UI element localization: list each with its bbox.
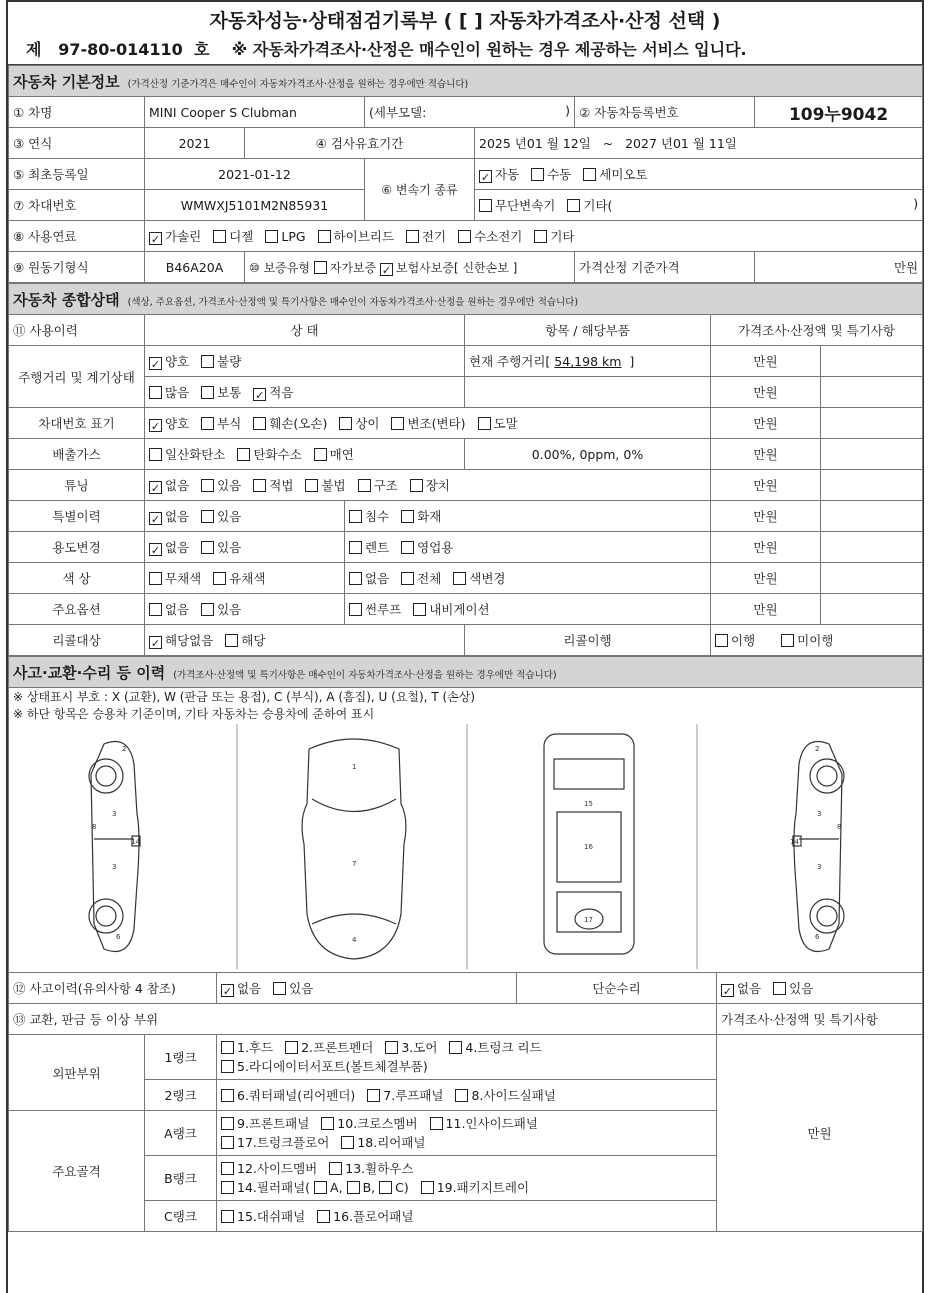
transmission-options [475,159,923,190]
part-inside-panel-checkbox[interactable]: 11.인사이드패널 [430,1116,538,1131]
recall-yes-checkbox[interactable]: 해당 [225,633,265,648]
emission-hc-checkbox[interactable]: 탄화수소 [237,447,301,462]
inspection-record-page [6,0,924,1293]
warranty-options: ⑩ 보증유형 자가보증 ✓ 보험사보증[ 신한손보 ] [245,252,575,283]
svg-text:15: 15 [584,800,593,808]
part-package-tray-checkbox[interactable]: 19.패키지트레이 [421,1180,529,1195]
fuel-diesel-checkbox[interactable]: 디젤 [213,229,253,244]
recall-none-checkbox[interactable]: ✓ 해당없음 [150,633,214,650]
tuning-structure-checkbox[interactable]: 구조 [358,478,398,493]
document-number: 97-80-014110 [58,40,183,59]
car-model: MINI Cooper S Clubman [145,97,365,128]
part-trunk-floor-checkbox[interactable]: 17.트렁크플로어 [221,1135,329,1150]
trans-cvt-checkbox[interactable]: 무단변속기 [479,198,555,213]
options-none-checkbox[interactable]: 없음 [149,602,189,617]
part-trunk-lid-checkbox[interactable]: 4.트렁크 리드 [449,1040,541,1055]
options-navigation-checkbox[interactable]: 내비게이션 [413,602,489,617]
recall-notdone-checkbox[interactable]: 미이행 [781,633,833,648]
mileage-bad-checkbox[interactable]: 불량 [201,354,241,369]
car-diagram-svg [9,724,923,969]
mileage-low-checkbox[interactable]: ✓ 적음 [255,385,294,402]
recall-done-checkbox[interactable]: 이행 [715,633,755,648]
trans-other-checkbox[interactable]: 기타( [567,198,612,213]
label-plate: ② 자동차등록번호 [575,97,755,128]
part-side-sill-checkbox[interactable]: 8.사이드실패널 [455,1088,555,1103]
accident-header: 사고·교환·수리 등 이력 (가격조사·산정액 및 특기사항은 매수인이 자동차가격조사·산정을 원하는 경우에만 적습니다) [9,657,923,688]
repair-none-checkbox[interactable]: ✓ 없음 [722,981,762,998]
svg-text:3: 3 [112,810,117,818]
vin-painted-checkbox[interactable]: 도말 [478,416,518,431]
vin-good-checkbox[interactable]: ✓ 양호 [150,416,190,433]
options-sunroof-checkbox[interactable]: 썬루프 [349,602,401,617]
svg-text:1: 1 [352,763,357,771]
part-quarter-panel-checkbox[interactable]: 6.쿼터패널(리어펜더) [221,1088,355,1103]
tuning-yes-checkbox[interactable]: 있음 [201,478,241,493]
document-number-line: 제 97-80-014110 호 ※ 자동차가격조사·산정은 매수인이 원하는 경우 제공하는 서비스 입니다. [8,36,922,65]
fuel-electric-checkbox[interactable]: 전기 [406,229,446,244]
svg-text:2: 2 [122,745,127,753]
part-radiator-support-checkbox[interactable]: 5.라디에이터서포트(볼트체결부품) [221,1059,428,1074]
part-rear-panel-checkbox[interactable]: 18.리어패널 [341,1135,425,1150]
part-pillar-checkbox[interactable]: 14.필러패널( [221,1180,310,1195]
label-model: ① 차명 [9,97,145,128]
svg-text:8: 8 [92,823,97,831]
special-flood-checkbox[interactable]: 침수 [349,509,389,524]
svg-text:14: 14 [131,838,140,846]
use-yes-checkbox[interactable]: 있음 [201,540,241,555]
warranty-insurer-checkbox[interactable]: ✓ 보험사보증 [381,260,454,277]
pillar-b-checkbox[interactable]: B, [347,1180,376,1195]
special-none-checkbox[interactable]: ✓ 없음 [150,509,190,526]
current-mileage: 현재 주행거리[ 54,198 km ] [465,346,711,377]
accident-yes-checkbox[interactable]: 있음 [273,981,313,996]
special-fire-checkbox[interactable]: 화재 [401,509,441,524]
color-full-checkbox[interactable]: 전체 [401,571,441,586]
part-wheel-house-checkbox[interactable]: 13.휠하우스 [329,1161,413,1176]
svg-text:6: 6 [815,933,820,941]
svg-text:17: 17 [584,916,593,924]
part-hood-checkbox[interactable]: 1.후드 [221,1040,273,1055]
svg-text:16: 16 [584,843,593,851]
overall-status-table: 자동차 종합상태 (색상, 주요옵션, 가격조사·산정액 및 특기사항은 매수인이 자동차가격조사·산정을 원하는 경우에만 적습니다) ⑪ 사용이력 상 태 항목 / 해당부품 가격조사·산정액 및 특기사항 주행거리 및 계기상태 ✓ 양호 불량 현재 주행거리[ 54,198 km ] 만원 많음 보통 ✓ 적음 만원 차대번호 표기 ✓ 양호 부식 훼손(오손) 상이 변조(변타) 도말 만원 배출가스 일산화탄소 탄화수소 매연 0.00%, 0ppm, 0% 만원 튜닝 ✓ 없음 있음 적법 불법 구조 장치 만원 특별이력 ✓ 없음 있음 침수 화재 만원 용도변경 ✓ 없음 있음 렌트 영업용 만원 색 상 무채색 유채색 없음 전체 색변경 만원 주요옵션 없음 있음 썬루프 내비게이션 만원 리콜대상 ✓ 해당없음 해당 리콜이행 이행 미이행 [8,283,923,656]
vin: WMWXJ5101M2N85931 [145,190,365,221]
pillar-a-checkbox[interactable]: A, [314,1180,343,1195]
use-rent-checkbox[interactable]: 렌트 [349,540,389,555]
svg-text:7: 7 [352,860,357,868]
trans-manual-checkbox[interactable]: 수동 [531,167,571,182]
color-chromatic-checkbox[interactable]: 유채색 [213,571,265,586]
vin-mismatch-checkbox[interactable]: 상이 [339,416,379,431]
color-achromatic-checkbox[interactable]: 무채색 [149,571,201,586]
emission-co-checkbox[interactable]: 일산화탄소 [149,447,225,462]
fuel-gasoline-checkbox[interactable]: ✓ 가솔린 [150,229,202,246]
mileage-good-checkbox[interactable]: ✓ 양호 [150,354,190,371]
car-frame-diagram [544,734,634,954]
part-roof-panel-checkbox[interactable]: 7.루프패널 [367,1088,443,1103]
basic-info-header: 자동차 기본정보 (가격산정 기준가격은 매수인이 자동차가격조사·산정을 원하는 경우에만 적습니다) [9,66,923,97]
fuel-options [145,221,923,252]
special-yes-checkbox[interactable]: 있음 [201,509,241,524]
plate-number: 109누9042 [755,97,923,128]
document-title: 자동차성능·상태점검기록부 ( [ ] 자동차가격조사·산정 선택 ) [209,10,721,32]
engine-type: B46A20A [145,252,245,283]
trans-auto-checkbox[interactable]: ✓ 자동 [480,167,520,184]
svg-text:3: 3 [817,863,822,871]
pillar-c-checkbox[interactable]: C) [379,1180,409,1195]
repair-yes-checkbox[interactable]: 있음 [773,981,813,996]
svg-text:14: 14 [790,838,799,846]
fuel-hybrid-checkbox[interactable]: 하이브리드 [318,229,394,244]
status-header: 자동차 종합상태 (색상, 주요옵션, 가격조사·산정액 및 특기사항은 매수인이 자동차가격조사·산정을 원하는 경우에만 적습니다) [9,284,923,315]
detail-model: (세부모델: ) [365,97,575,128]
use-business-checkbox[interactable]: 영업용 [401,540,453,555]
part-floor-panel-checkbox[interactable]: 16.플로어패널 [317,1209,413,1224]
color-change-checkbox[interactable]: 색변경 [453,571,505,586]
svg-text:3: 3 [817,810,822,818]
part-side-member-checkbox[interactable]: 12.사이드멤버 [221,1161,317,1176]
emission-smoke-checkbox[interactable]: 매연 [314,447,354,462]
warranty-self-checkbox[interactable]: 자가보증 [314,261,376,275]
svg-text:6: 6 [116,933,121,941]
fuel-lpg-checkbox[interactable]: LPG [265,229,305,244]
basic-info-table: 자동차 기본정보 (가격산정 기준가격은 매수인이 자동차가격조사·산정을 원하는 경우에만 적습니다) ① 차명 MINI Cooper S Clubman (세부모델: ) ② 자동차등록번호 109누9042 ③ 연식 2021 ④ 검사유효기간 2025 년01 월 12일 ~ 2027 년01 월 11일 ⑤ 최초등록일 2021-01-12 ⑥ 변속기 종류 ✓ 자동 수동 세미오토 ⑦ 차대번호 WMWXJ5101M2N85931 무단변속기 기타( ) ⑧ 사용연료 ✓ 가솔린 디젤 LPG 하이브리드 전기 수소전기 기타 ⑨ 원동기형식 B46A20A ⑩ 보증유형 자가보증 ✓ 보험사보증[ 신한손보 ] 가격산정 기준가격 만원 [8,65,923,283]
tuning-none-checkbox[interactable]: ✓ 없음 [150,478,190,495]
mileage-high-checkbox[interactable]: 많음 [149,385,189,400]
accident-history-table: 사고·교환·수리 등 이력 (가격조사·산정액 및 특기사항은 매수인이 자동차가격조사·산정을 원하는 경우에만 적습니다) ※ 상태표시 부호 : X (교환), W (판금 또는 용접), C (부식), A (흠집), U (요철), T (손상) ※ 하단 항목은 승용차 기준이며, 기타 자동차는 승용차에 준하여 표시 2 3 3 14 8 6 1 7 4 16 17 15 2 3 3 14 8 6 ⑫ 사고이력(유의사항 4 참조) ✓ 없음 있음 단순수리 ✓ 없음 있음 ⑬ 교환, 판금 등 이상 부위 가격조사·산정액 및 특기사항 외판부위 1랭크 1.후드 2.프론트펜더 3.도어 4.트렁크 리드 5.라디에이터서포트(볼트체결부품) 만원 2랭크 6.쿼터패널(리어펜더) 7.루프패널 8.사이드실패널 주요골격 A랭크 9.프론트패널 10.크로스멤버 11.인사이드패널 17.트렁크플로어 18.리어패널 B랭크 12.사이드멤버 13.휠하우스 14.필러패널( A, B, C) 19.패키지트레이 C랭크 15.대쉬패널 16.플로어패널 [8,656,923,1232]
part-dash-panel-checkbox[interactable]: 15.대쉬패널 [221,1209,305,1224]
part-front-fender-checkbox[interactable]: 2.프론트펜더 [285,1040,373,1055]
tuning-illegal-checkbox[interactable]: 불법 [305,478,345,493]
service-notice: ※ 자동차가격조사·산정은 매수인이 원하는 경우 제공하는 서비스 입니다. [231,40,747,59]
vin-altered-checkbox[interactable]: 변조(변타) [391,416,465,431]
car-right-side-diagram [790,742,844,952]
color-none-checkbox[interactable]: 없음 [349,571,389,586]
car-top-view-diagram [302,739,406,959]
car-diagrams [9,724,923,973]
fuel-hydrogen-checkbox[interactable]: 수소전기 [458,229,522,244]
emission-values: 0.00%, 0ppm, 0% [465,439,711,470]
vin-corrosion-checkbox[interactable]: 부식 [201,416,241,431]
part-cross-member-checkbox[interactable]: 10.크로스멤버 [321,1116,417,1131]
svg-text:3: 3 [112,863,117,871]
car-left-side-diagram [89,742,140,952]
options-yes-checkbox[interactable]: 있음 [201,602,241,617]
accident-none-checkbox[interactable]: ✓ 없음 [222,981,262,998]
tuning-device-checkbox[interactable]: 장치 [410,478,450,493]
inspection-valid-period: 2025 년01 월 12일 ~ 2027 년01 월 11일 [475,128,923,159]
first-registration: 2021-01-12 [145,159,365,190]
model-year: 2021 [145,128,245,159]
legend-notes: ※ 상태표시 부호 : X (교환), W (판금 또는 용접), C (부식), A (흠집), U (요철), T (손상) ※ 하단 항목은 승용차 기준이며, 기타 자동차는 승용차에 준하여 표시 [9,688,923,725]
fuel-other-checkbox[interactable]: 기타 [534,229,574,244]
vin-damaged-checkbox[interactable]: 훼손(오손) [253,416,327,431]
use-none-checkbox[interactable]: ✓ 없음 [150,540,190,557]
tuning-legal-checkbox[interactable]: 적법 [253,478,293,493]
part-front-panel-checkbox[interactable]: 9.프론트패널 [221,1116,309,1131]
trans-semi-checkbox[interactable]: 세미오토 [583,167,647,182]
svg-text:2: 2 [815,745,820,753]
svg-text:8: 8 [837,823,842,831]
svg-text:4: 4 [352,936,357,944]
mileage-medium-checkbox[interactable]: 보통 [201,385,241,400]
part-door-checkbox[interactable]: 3.도어 [385,1040,437,1055]
